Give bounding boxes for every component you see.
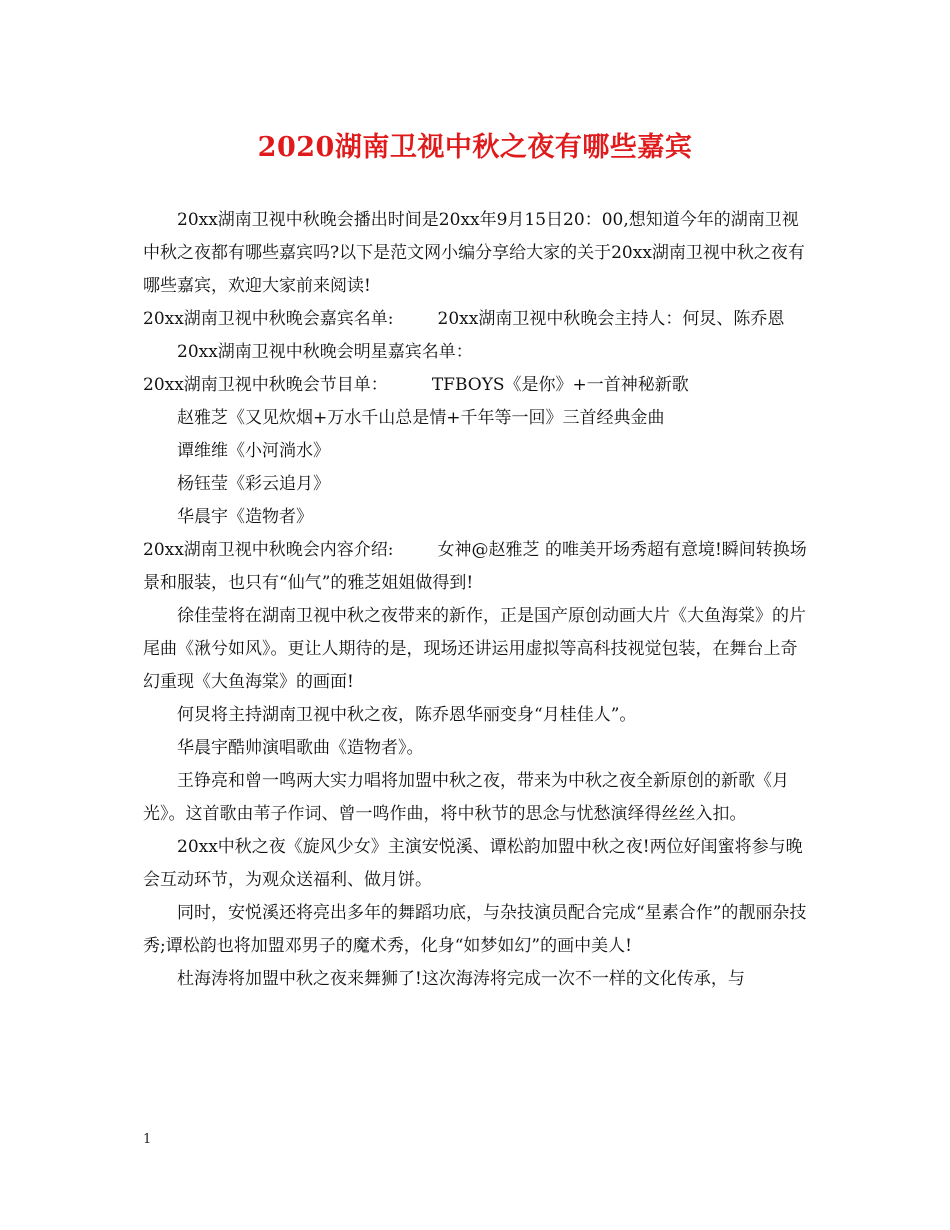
- content-paragraph: 同时，安悦溪还将亮出多年的舞蹈功底，与杂技演员配合完成“星素合作”的靓丽杂技秀;谭松韵也将加盟邓男子的魔术秀，化身“如梦如幻”的画中美人!: [143, 903, 807, 956]
- document-title: 2020湖南卫视中秋之夜有哪些嘉宾: [257, 132, 693, 163]
- star-guests-heading: 20xx湖南卫视中秋晚会明星嘉宾名单：: [177, 342, 473, 362]
- content-paragraph: 杜海涛将加盟中秋之夜来舞狮了!这次海涛将完成一次不一样的文化传承，与: [177, 969, 745, 989]
- intro-paragraph: 20xx湖南卫视中秋晚会播出时间是20xx年9月15日20：00,想知道今年的湖南卫视中秋之夜都有哪些嘉宾吗?以下是范文网小编分享给大家的关于20xx湖南卫视中秋之夜有哪些嘉宾，欢迎大家前来阅读!: [143, 210, 805, 296]
- program-item: 华晨宇《造物者》: [177, 507, 313, 527]
- document-body: [143, 204, 813, 996]
- program-item: 杨钰莹《彩云追月》: [177, 474, 330, 494]
- program-label: 20xx湖南卫视中秋晚会节目单：: [143, 375, 388, 395]
- content-paragraph: 华晨宇酷帅演唱歌曲《造物者》。: [177, 738, 424, 758]
- content-intro-label: 20xx湖南卫视中秋晚会内容介绍:: [143, 540, 394, 560]
- content-paragraph: 王铮亮和曾一鸣两大实力唱将加盟中秋之夜，带来为中秋之夜全新原创的新歌《月光》。这首歌由苇子作词、曾一鸣作曲，将中秋节的思念与忧愁演绎得丝丝入扣。: [143, 771, 789, 824]
- program-line: [143, 369, 813, 402]
- content-intro-line: [143, 534, 813, 600]
- guest-list-label: 20xx湖南卫视中秋晚会嘉宾名单:: [143, 309, 394, 329]
- program-item: 谭维维《小河淌水》: [177, 441, 330, 461]
- content-intro-text: 女神@赵雅芝 的唯美开场秀超有意境!瞬间转换场景和服装，也只有“仙气”的雅芝姐姐做得到!: [143, 540, 807, 593]
- content-paragraph: 20xx中秋之夜《旋风少女》主演安悦溪、谭松韵加盟中秋之夜!两位好闺蜜将参与晚会互动环节，为观众送福利、做月饼。: [143, 837, 803, 890]
- host-info: 20xx湖南卫视中秋晚会主持人：何炅、陈乔恩: [437, 309, 785, 329]
- content-paragraph: 何炅将主持湖南卫视中秋之夜，陈乔恩华丽变身“月桂佳人”。: [177, 705, 637, 725]
- guest-list-line: [143, 303, 813, 336]
- content-paragraph: 徐佳莹将在湖南卫视中秋之夜带来的新作，正是国产原创动画大片《大鱼海棠》的片尾曲《湫兮如风》。更让人期待的是，现场还讲运用虚拟等高科技视觉包装，在舞台上奇幻重现《大鱼海棠》的画面!: [143, 606, 806, 692]
- program-item: 赵雅芝《又见炊烟+万水千山总是情+千年等一回》三首经典金曲: [177, 408, 665, 428]
- page-number: 1: [143, 1132, 152, 1147]
- program-first-item: TFBOYS《是你》+一首神秘新歌: [431, 375, 689, 395]
